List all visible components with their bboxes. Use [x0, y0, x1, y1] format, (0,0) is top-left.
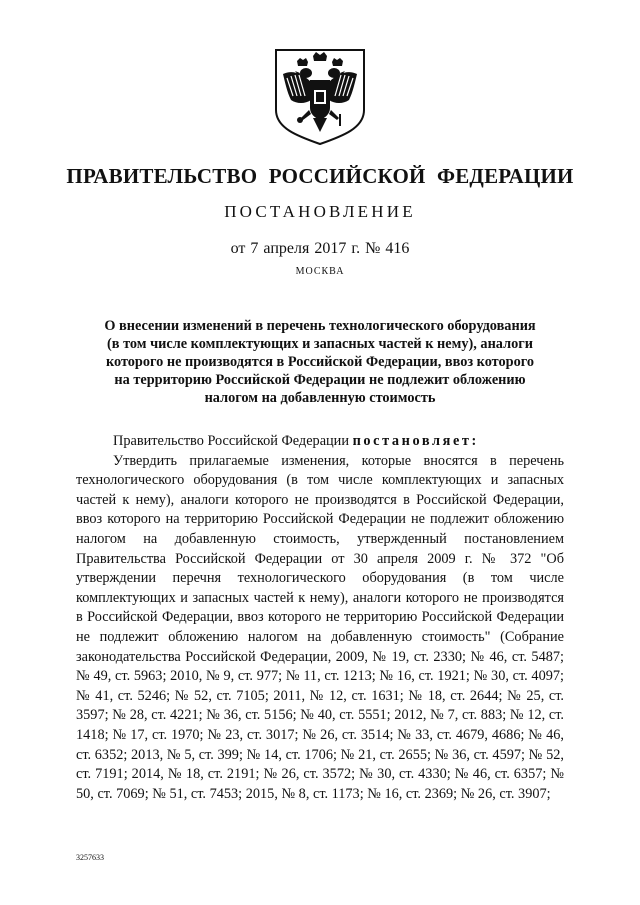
- resolves-word: постановляет:: [352, 433, 479, 449]
- organization-title: ПРАВИТЕЛЬСТВО РОССИЙСКОЙ ФЕДЕРАЦИИ: [66, 164, 574, 188]
- intro-paragraph: [76, 432, 564, 452]
- document-subject: [84, 317, 556, 407]
- subject-line: (в том числе комплектующих и запасных частей к нему), аналоги: [107, 336, 533, 352]
- main-paragraph: Утвердить прилагаемые изменения, которые вносятся в перечень технологического оборудования (в том числе комплектующих и запасных частей к нему), аналоги которого не производятся в Российской Федерации, ввоз которого на территорию Российской Федерации не подлежит обложению налогом на добавленную стоимость, утвержденный постановлением Правительства Российской Федерации от 30 апреля 2009 г. № 372 "Об утверждении перечня технологического оборудования (в том числе комплектующих и запасных частей к нему), аналоги которого не производятся в Российской Федерации, ввоз которого не территорию Российской Федерации не подлежит обложению налогом на добавленную стоимость" (Собрание законодательства Российской Федерации, 2009, № 19, ст. 2330; № 46, ст. 5487; № 49, ст. 5963; 2010, № 9, ст. 977; № 11, ст. 1213; № 16, ст. 1921; № 30, ст. 4097; № 41, ст. 5246; № 52, ст. 7105; 2011, № 12, ст. 1631; № 18, ст. 2644; № 25, ст. 3597; № 28, ст. 4221; № 36, ст. 5156; № 40, ст. 5551; 2012, № 7, ст. 883; № 12, ст. 1418; № 17, ст. 1970; № 23, ст. 3017; № 26, ст. 3514; № 33, ст. 4679, 4686; № 46, ст. 6352; 2013, № 5, ст. 399; № 14, ст. 1706; № 21, ст. 2655; № 36, ст. 4597; № 52, ст. 7191; 2014, № 18, ст. 2191; № 26, ст. 3572; № 30, ст. 4330; № 46, ст. 6357; № 50, ст. 7069; № 51, ст. 7453; 2015, № 8, ст. 1173; № 16, ст. 2369; № 26, ст. 3907;: [76, 452, 564, 802]
- russian-coat-of-arms-icon: [273, 48, 367, 146]
- document-type: ПОСТАНОВЛЕНИЕ: [224, 202, 416, 221]
- document-place: МОСКВА: [295, 266, 345, 277]
- document-body: [76, 432, 564, 804]
- subject-line: которого не производятся в Российской Федерации, ввоз которого: [105, 354, 535, 370]
- subject-line: О внесении изменений в перечень технологического оборудования: [104, 318, 536, 334]
- intro-text: Правительство Российской Федерации: [113, 433, 353, 449]
- subject-line: на территорию Российской Федерации не подлежит обложению: [114, 372, 526, 388]
- document-code: 3257633: [76, 853, 104, 862]
- document-date-number: от 7 апреля 2017 г. № 416: [230, 240, 410, 257]
- subject-line: налогом на добавленную стоимость: [204, 390, 436, 406]
